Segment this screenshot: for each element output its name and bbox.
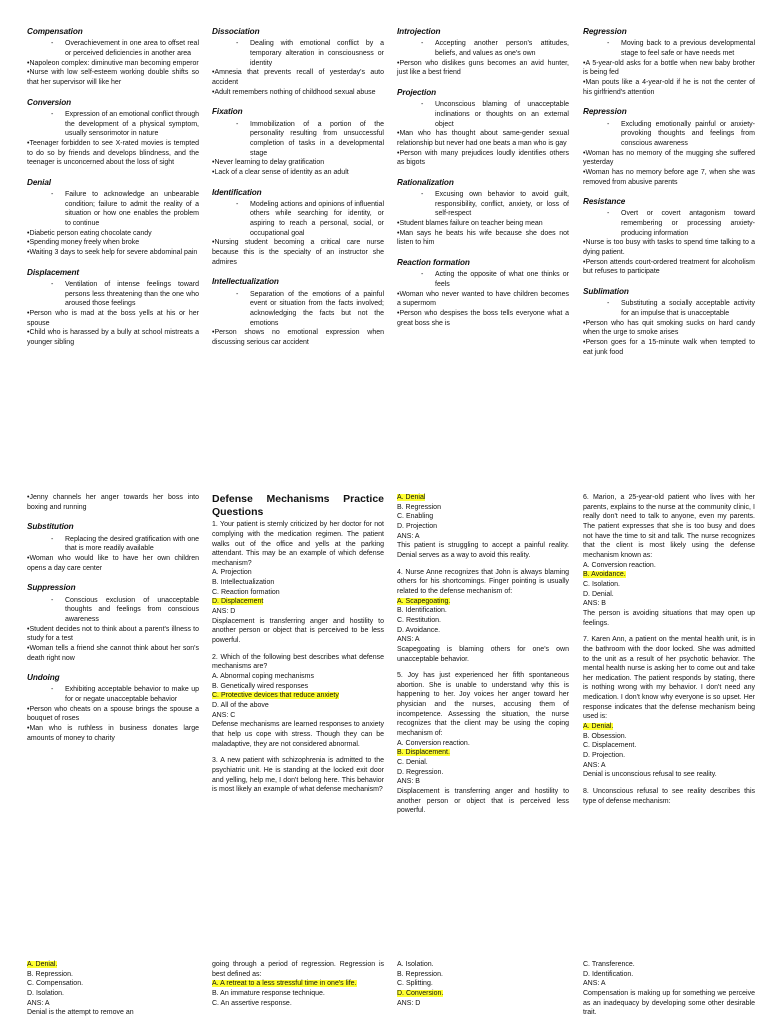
mechanism-definition bbox=[51, 190, 199, 229]
mechanism-definition bbox=[421, 39, 569, 58]
mechanism-heading: Undoing bbox=[27, 673, 60, 683]
line-text: 3. A new patient with schizophrenia is admitted to the psychiatric unit. He is standing at the locked exit door and yelling, help me, I don't belong here. This behavior is most likely an example of what defense mechanism? bbox=[212, 757, 384, 794]
line-text: ANS: A bbox=[583, 761, 606, 769]
line-text: going through a period of regression. Regression is best defined as: bbox=[212, 961, 384, 978]
question-text bbox=[397, 512, 569, 522]
highlighted-answer bbox=[583, 722, 755, 732]
highlighted-answer bbox=[397, 597, 569, 607]
question-text bbox=[212, 682, 384, 692]
definition-text: Ventilation of intense feelings toward persons less threatening than the one who aroused those feelings bbox=[65, 281, 199, 308]
mechanism-definition bbox=[51, 535, 199, 554]
line-text: D. Displacement bbox=[212, 598, 264, 606]
line-text: ANS: A bbox=[397, 532, 420, 540]
mechanism-heading: Sublimation bbox=[583, 287, 629, 297]
line-text: Denial is unconscious refusal to see reality. bbox=[583, 771, 717, 779]
bottom-column-4 bbox=[583, 960, 755, 1018]
mechanism-example: • Jenny channels her anger towards her boss into boxing and running bbox=[27, 493, 199, 512]
highlighted-answer bbox=[583, 570, 755, 580]
line-text: ANS: A bbox=[27, 999, 50, 1007]
mechanism-heading: Denial bbox=[27, 177, 51, 187]
definition-text: Acting the opposite of what one thinks or feels bbox=[435, 271, 569, 289]
question-text bbox=[397, 960, 569, 970]
definition-dash: - bbox=[51, 535, 54, 543]
mechanism-example: • Person who has quit smoking sucks on hard candy when the urge to smoke arises bbox=[583, 319, 755, 338]
middle-column-1 bbox=[27, 493, 199, 743]
line-text: D. All of the above bbox=[212, 702, 269, 709]
question-text bbox=[27, 989, 199, 999]
paragraph-gap bbox=[212, 749, 384, 756]
line-text: C. Reaction formation bbox=[212, 588, 280, 596]
definition-dash: - bbox=[421, 40, 424, 48]
definition-dash: - bbox=[607, 300, 610, 308]
question-text bbox=[397, 768, 569, 778]
mechanism-definition bbox=[236, 39, 384, 68]
definition-text: Replacing the desired gratification with one that is more readily available bbox=[65, 535, 199, 553]
question-text bbox=[212, 960, 384, 979]
mechanism-heading: Compensation bbox=[27, 27, 83, 36]
line-text: ANS: A bbox=[397, 636, 420, 644]
line-text: B. Obsession. bbox=[583, 732, 627, 740]
paragraph-gap bbox=[212, 646, 384, 653]
definition-text: Excluding emotionally painful or anxiety-provoking thoughts and feelings from conscious awareness bbox=[621, 120, 755, 147]
question-text bbox=[397, 541, 569, 560]
line-text: Scapegoating is blaming others for one's own unacceptable behavior. bbox=[397, 645, 569, 663]
highlighted-answer bbox=[27, 960, 199, 970]
mechanism-definition bbox=[421, 100, 569, 129]
mechanism-example: • Diabetic person eating chocolate candy bbox=[27, 229, 199, 239]
definition-text: Separation of the emotions of a painful event or situation from the facts involved; acknowledging the facts but not the emotions bbox=[250, 290, 384, 327]
question-text bbox=[583, 561, 755, 571]
question-text bbox=[212, 701, 384, 711]
mechanism-definition bbox=[421, 190, 569, 219]
line-text: This patient is struggling to accept a painful reality. Denial serves as a way to avoid this reality. bbox=[397, 542, 569, 559]
line-text: 6. Marion, a 25-year-old patient who lives with her parents, explains to the nurse at the community clinic, I really don't need to talk to anyone, even my parents. The patient expresses that she is too busy and does not have the time to sit and talk. The nurse recognizes that the client is most likely using the defense mechanism known as: bbox=[583, 494, 755, 559]
practice-questions-title: Defense Mechanisms Practice Questions bbox=[212, 493, 384, 518]
mechanism-example: • Child who is harassed by a bully at school mistreats a younger sibling bbox=[27, 328, 199, 347]
definition-text: Accepting another person's attitudes, beliefs, and values as one's own bbox=[435, 40, 569, 57]
question-text bbox=[212, 578, 384, 588]
bottom-column-3 bbox=[397, 960, 569, 1008]
mechanism-definition bbox=[421, 270, 569, 289]
mechanism-example: • Teenager forbidden to see X-rated movies is tempted to do so by friends and develops blindness, and the teenager is unconcerned about the loss of sight bbox=[27, 139, 199, 168]
line-text: 2. Which of the following best describes what defense mechanisms are? bbox=[212, 653, 384, 671]
question-text bbox=[397, 787, 569, 816]
definition-dash: - bbox=[236, 40, 239, 48]
mechanism-example: • A 5-year-old asks for a bottle when new baby brother is being fed bbox=[583, 59, 755, 78]
mechanism-example: • Person attends court-ordered treatment for alcoholism but refuses to participate bbox=[583, 258, 755, 277]
middle-column-2 bbox=[212, 493, 384, 795]
line-text: A. Abnormal coping mechanisms bbox=[212, 673, 314, 681]
line-text: B. Repression. bbox=[397, 970, 443, 978]
line-text: B. An immature response technique. bbox=[212, 989, 325, 997]
definition-text: Moving back to a previous developmental stage to feel safe or have needs met bbox=[621, 40, 755, 57]
mechanism-heading: Dissociation bbox=[212, 27, 260, 36]
question-text bbox=[397, 503, 569, 513]
mechanism-heading: Fixation bbox=[212, 107, 243, 117]
highlighted-answer bbox=[212, 979, 384, 989]
line-text: B. Identification. bbox=[397, 607, 447, 615]
question-text bbox=[397, 777, 569, 787]
question-text bbox=[397, 606, 569, 616]
question-text bbox=[27, 1008, 199, 1018]
question-text bbox=[397, 568, 569, 597]
question-text bbox=[583, 770, 755, 780]
mechanism-heading: Substitution bbox=[27, 522, 74, 532]
question-text bbox=[27, 979, 199, 989]
question-text bbox=[583, 741, 755, 751]
mechanism-example: • Person who is mad at the boss yells at his or her spouse bbox=[27, 309, 199, 328]
line-text: A. Conversion reaction. bbox=[397, 739, 470, 747]
question-text bbox=[397, 616, 569, 626]
question-text bbox=[397, 532, 569, 542]
mechanism-example: • Man who has thought about same-gender sexual relationship but never had one beats a man who is gay bbox=[397, 129, 569, 148]
line-text: A. Projection bbox=[212, 569, 252, 577]
mechanism-definition bbox=[51, 39, 199, 58]
definition-text: Overachievement in one area to offset real or perceived deficiencies in another area bbox=[65, 40, 199, 57]
top-column-4 bbox=[583, 26, 755, 357]
question-text bbox=[397, 739, 569, 749]
mechanism-example: • Napoleon complex: diminutive man becoming emperor bbox=[27, 59, 199, 69]
question-text bbox=[397, 758, 569, 768]
question-text bbox=[212, 588, 384, 598]
line-text: Displacement is transferring anger and hostility to another person or object that is perceived less powerful. bbox=[397, 788, 569, 815]
question-text bbox=[583, 609, 755, 628]
question-text bbox=[583, 761, 755, 771]
line-text: The person is avoiding situations that may open up feelings. bbox=[583, 609, 755, 627]
definition-dash: - bbox=[421, 101, 424, 109]
definition-dash: - bbox=[421, 271, 424, 279]
mechanism-definition bbox=[607, 209, 755, 238]
question-text bbox=[212, 568, 384, 578]
definition-text: Expression of an emotional conflict through the development of a physical symptom, usually sensorimotor in nature bbox=[65, 110, 199, 138]
mechanism-heading: Reaction formation bbox=[397, 258, 470, 268]
definition-dash: - bbox=[51, 40, 54, 48]
line-text: C. Denial. bbox=[397, 759, 428, 767]
question-text bbox=[212, 617, 384, 646]
line-text: Compensation is making up for something we perceive as an inadequacy by developing some other desirable trait. bbox=[583, 989, 755, 1017]
question-text bbox=[583, 590, 755, 600]
mechanism-definition bbox=[236, 290, 384, 329]
mechanism-example: • Woman has no memory before age 7, when she was removed from abusive parents bbox=[583, 168, 755, 187]
line-text: B. Avoidance. bbox=[583, 571, 626, 579]
line-text: 4. Nurse Anne recognizes that John is always blaming others for his shortcomings. Finger pointing is usually related to the defense mechanism of: bbox=[397, 568, 569, 595]
mechanism-heading: Conversion bbox=[27, 97, 72, 107]
line-text: B. Regression bbox=[397, 503, 441, 511]
definition-text: Modeling actions and opinions of influential others while searching for identity, or aspiring to reach a personal, social, or occupational goal bbox=[250, 200, 384, 237]
paragraph-gap bbox=[397, 664, 569, 671]
question-text bbox=[212, 756, 384, 795]
middle-column-4 bbox=[583, 493, 755, 806]
top-column-3 bbox=[397, 26, 569, 328]
mechanism-example: • Person who cheats on a spouse brings the spouse a bouquet of roses bbox=[27, 705, 199, 724]
mechanism-definition bbox=[607, 39, 755, 58]
line-text: A. Denial bbox=[397, 494, 426, 501]
line-text: D. Regression. bbox=[397, 768, 444, 776]
question-text bbox=[583, 751, 755, 761]
question-text bbox=[397, 522, 569, 532]
line-text: B. Intellectualization bbox=[212, 579, 275, 587]
line-text: Displacement is transferring anger and hostility to another person or object that is perceived to be less powerful. bbox=[212, 617, 384, 645]
line-text: 8. Unconscious refusal to see reality describes this type of defense mechanism: bbox=[583, 788, 755, 805]
paragraph-gap bbox=[583, 628, 755, 635]
question-text bbox=[27, 999, 199, 1009]
definition-text: Exhibiting acceptable behavior to make up for or negate unacceptable behavior bbox=[65, 686, 199, 704]
mechanism-example: • Never learning to delay gratification bbox=[212, 158, 384, 168]
line-text: B. Repression. bbox=[27, 970, 73, 978]
question-text bbox=[583, 732, 755, 742]
paragraph-gap bbox=[397, 561, 569, 568]
mechanism-definition bbox=[51, 596, 199, 625]
question-text bbox=[212, 999, 384, 1009]
definition-dash: - bbox=[236, 290, 239, 298]
mechanism-example: • Amnesia that prevents recall of yesterday's auto accident bbox=[212, 68, 384, 87]
question-text bbox=[583, 787, 755, 806]
line-text: Denial is the attempt to remove an bbox=[27, 1009, 134, 1017]
line-text: C. Splitting. bbox=[397, 980, 433, 988]
highlighted-answer bbox=[212, 691, 384, 701]
highlighted-answer bbox=[397, 493, 569, 503]
mechanism-definition bbox=[51, 280, 199, 309]
mechanism-example: • Woman who never wanted to have children becomes a supermom bbox=[397, 290, 569, 309]
question-text bbox=[397, 626, 569, 636]
bottom-column-2 bbox=[212, 960, 384, 1008]
mechanism-example: • Person who despises the boss tells everyone what a great boss she is bbox=[397, 309, 569, 328]
definition-dash: - bbox=[236, 120, 239, 128]
mechanism-heading: Displacement bbox=[27, 267, 80, 277]
mechanism-definition bbox=[51, 110, 199, 139]
definition-dash: - bbox=[51, 110, 54, 118]
line-text: B. Displacement. bbox=[397, 749, 450, 757]
mechanism-definition bbox=[51, 685, 199, 704]
line-text: ANS: B bbox=[583, 600, 606, 608]
mechanism-example: • Person who dislikes guns becomes an avid hunter, just like a best friend bbox=[397, 59, 569, 78]
question-text bbox=[583, 970, 755, 980]
definition-text: Excusing own behavior to avoid guilt, responsibility, conflict, anxiety, or loss of self-respect bbox=[435, 191, 569, 218]
question-text bbox=[397, 645, 569, 664]
definition-text: Dealing with emotional conflict by a temporary alteration in consciousness or identity bbox=[250, 40, 384, 67]
line-text: ANS: D bbox=[397, 999, 421, 1007]
mechanism-definition bbox=[236, 200, 384, 239]
line-text: D. Denial. bbox=[583, 590, 614, 598]
line-text: ANS: D bbox=[212, 608, 236, 616]
line-text: D. Projection bbox=[397, 522, 438, 530]
question-text bbox=[397, 671, 569, 739]
line-text: C. Restitution. bbox=[397, 616, 441, 624]
definition-dash: - bbox=[51, 281, 54, 289]
line-text: D. Projection. bbox=[583, 752, 626, 760]
line-text: B. Genetically wired responses bbox=[212, 682, 309, 690]
line-text: C. An assertive response. bbox=[212, 999, 292, 1007]
question-text bbox=[397, 970, 569, 980]
question-text bbox=[583, 599, 755, 609]
mechanism-example: • Man says he beats his wife because she does not listen to him bbox=[397, 229, 569, 248]
question-text bbox=[212, 989, 384, 999]
mechanism-example: • Nurse with low self-esteem working double shifts so that her supervisor will like her bbox=[27, 68, 199, 87]
line-text: C. Protective devices that reduce anxiety bbox=[212, 692, 339, 700]
line-text: A. Isolation. bbox=[397, 961, 434, 968]
question-text bbox=[212, 720, 384, 749]
mechanism-definition bbox=[236, 120, 384, 159]
mechanism-example: • Man who is ruthless in business donates large amounts of money to charity bbox=[27, 724, 199, 743]
question-text bbox=[397, 999, 569, 1009]
mechanism-heading: Rationalization bbox=[397, 177, 454, 187]
question-text bbox=[212, 607, 384, 617]
question-text bbox=[397, 635, 569, 645]
question-text bbox=[583, 580, 755, 590]
question-text bbox=[583, 960, 755, 970]
mechanism-example: • Man pouts like a 4-year-old if he is not the center of his girlfriend's attention bbox=[583, 78, 755, 97]
definition-text: Failure to acknowledge an unbearable condition; failure to admit the reality of a situation or how one enables the problem to continue bbox=[65, 191, 199, 228]
line-text: C. Compensation. bbox=[27, 980, 84, 988]
mechanism-heading: Repression bbox=[583, 107, 627, 117]
mechanism-example: • Nursing student becoming a critical care nurse because this is the specialty of an instructor she admires bbox=[212, 238, 384, 267]
top-column-1 bbox=[27, 26, 199, 348]
highlighted-answer bbox=[397, 748, 569, 758]
mechanism-heading: Resistance bbox=[583, 197, 626, 207]
mechanism-example: • Woman has no memory of the mugging she suffered yesterday bbox=[583, 149, 755, 168]
line-text: D. Conversion. bbox=[397, 989, 444, 997]
question-text bbox=[397, 979, 569, 989]
line-text: A. A retreat to a less stressful time in one's life. bbox=[212, 980, 357, 988]
line-text: ANS: C bbox=[212, 711, 236, 719]
definition-dash: - bbox=[607, 40, 610, 48]
line-text: ANS: B bbox=[397, 778, 420, 786]
mechanism-definition bbox=[607, 299, 755, 318]
mechanism-heading: Projection bbox=[397, 87, 437, 97]
line-text: C. Displacement. bbox=[583, 742, 637, 750]
mechanism-example: • Student blames failure on teacher being mean bbox=[397, 219, 569, 229]
highlighted-answer bbox=[397, 989, 569, 999]
line-text: ANS: A bbox=[583, 980, 606, 988]
line-text: A. Scapegoating. bbox=[397, 597, 451, 605]
definition-text: Unconscious blaming of unacceptable inclinations or thoughts on an external object bbox=[435, 101, 569, 128]
question-text bbox=[583, 635, 755, 722]
definition-dash: - bbox=[236, 200, 239, 208]
line-text: C. Transference. bbox=[583, 961, 635, 968]
line-text: 5. Joy has just experienced her fifth spontaneous abortion. She is unable to understand why this is happening to her. Joy voices her anger toward her physician and the nurses, accusing them of incompetence. Assessing the situation, the nurse recognizes that the client may be using the coping mechanism of: bbox=[397, 672, 569, 738]
mechanism-example: • Person shows no emotional expression when discussing serious car accident bbox=[212, 328, 384, 347]
line-text: 1. Your patient is sternly criticized by her doctor for not complying with the medication regimen. The patient walks out of the office and yells at the parking attendant. This may be an example of which defense mechanism? bbox=[212, 521, 384, 567]
mechanism-example: • Person goes for a 15-minute walk when tempted to eat junk food bbox=[583, 338, 755, 357]
line-text: A. Conversion reaction. bbox=[583, 561, 656, 569]
definition-text: Overt or covert antagonism toward remembering or processing anxiety-producing information bbox=[621, 210, 755, 237]
mechanism-heading: Identification bbox=[212, 187, 262, 197]
line-text: A. Denial. bbox=[583, 723, 614, 731]
line-text: Defense mechanisms are learned responses to anxiety that help us cope with stress. Though they can be maladaptive, they are not considered abnormal. bbox=[212, 721, 384, 748]
definition-text: Conscious exclusion of unacceptable thoughts and feelings from conscious awareness bbox=[65, 596, 199, 623]
definition-dash: - bbox=[607, 120, 610, 128]
middle-column-3 bbox=[397, 493, 569, 816]
mechanism-example: • Waiting 3 days to seek help for severe abdominal pain bbox=[27, 248, 199, 258]
line-text: A. Denial. bbox=[27, 961, 58, 968]
highlighted-answer bbox=[212, 597, 384, 607]
line-text: D. Identification. bbox=[583, 970, 634, 978]
mechanism-example: • Student decides not to think about a parent's illness to study for a test bbox=[27, 625, 199, 644]
question-text bbox=[583, 493, 755, 561]
definition-text: Immobilization of a portion of the personality resulting from unsuccessful completion of tasks in a developmental stage bbox=[250, 120, 384, 157]
mechanism-example: • Person with many prejudices loudly identifies others as bigots bbox=[397, 149, 569, 168]
line-text: C. Enabling bbox=[397, 513, 434, 521]
line-text: C. Isolation. bbox=[583, 580, 620, 588]
definition-text: Substituting a socially acceptable activity for an impulse that is unacceptable bbox=[621, 300, 755, 318]
definition-dash: - bbox=[51, 191, 54, 199]
top-column-2 bbox=[212, 26, 384, 348]
mechanism-example: • Lack of a clear sense of identity as an adult bbox=[212, 168, 384, 178]
mechanism-example: • Spending money freely when broke bbox=[27, 238, 199, 248]
line-text: D. Avoidance. bbox=[397, 626, 441, 634]
mechanism-example: • Nurse is too busy with tasks to spend time talking to a dying patient. bbox=[583, 238, 755, 257]
mechanism-example: • Woman who would like to have her own children opens a day care center bbox=[27, 554, 199, 573]
definition-dash: - bbox=[421, 191, 424, 199]
question-text bbox=[583, 989, 755, 1018]
definition-dash: - bbox=[607, 210, 610, 218]
question-text bbox=[212, 672, 384, 682]
question-text bbox=[27, 970, 199, 980]
line-text: D. Isolation. bbox=[27, 989, 64, 997]
question-text bbox=[212, 653, 384, 672]
definition-dash: - bbox=[51, 686, 54, 694]
mechanism-definition bbox=[607, 120, 755, 149]
mechanism-heading: Intellectualization bbox=[212, 277, 279, 287]
mechanism-heading: Suppression bbox=[27, 583, 76, 593]
definition-dash: - bbox=[51, 596, 54, 604]
mechanism-example: • Woman tells a friend she cannot think about her son's death right now bbox=[27, 644, 199, 663]
question-text bbox=[583, 979, 755, 989]
mechanism-example: • Adult remembers nothing of childhood sexual abuse bbox=[212, 88, 384, 98]
mechanism-heading: Regression bbox=[583, 27, 627, 36]
paragraph-gap bbox=[583, 780, 755, 787]
question-text bbox=[212, 711, 384, 721]
question-text bbox=[212, 520, 384, 568]
bottom-column-1 bbox=[27, 960, 199, 1018]
line-text: 7. Karen Ann, a patient on the mental health unit, is in the bathroom with the door locked. She was admitted to the unit as a result of her psychotic behavior. The mental health nurse is asking her to come out and take her medication. The patient responds by stating, there is nothing wrong with my behavior. I don't need any medication. I don't know why everyone is so upset. Her response indicates that the defense mechanism being used is: bbox=[583, 636, 755, 721]
mechanism-heading: Introjection bbox=[397, 27, 441, 36]
